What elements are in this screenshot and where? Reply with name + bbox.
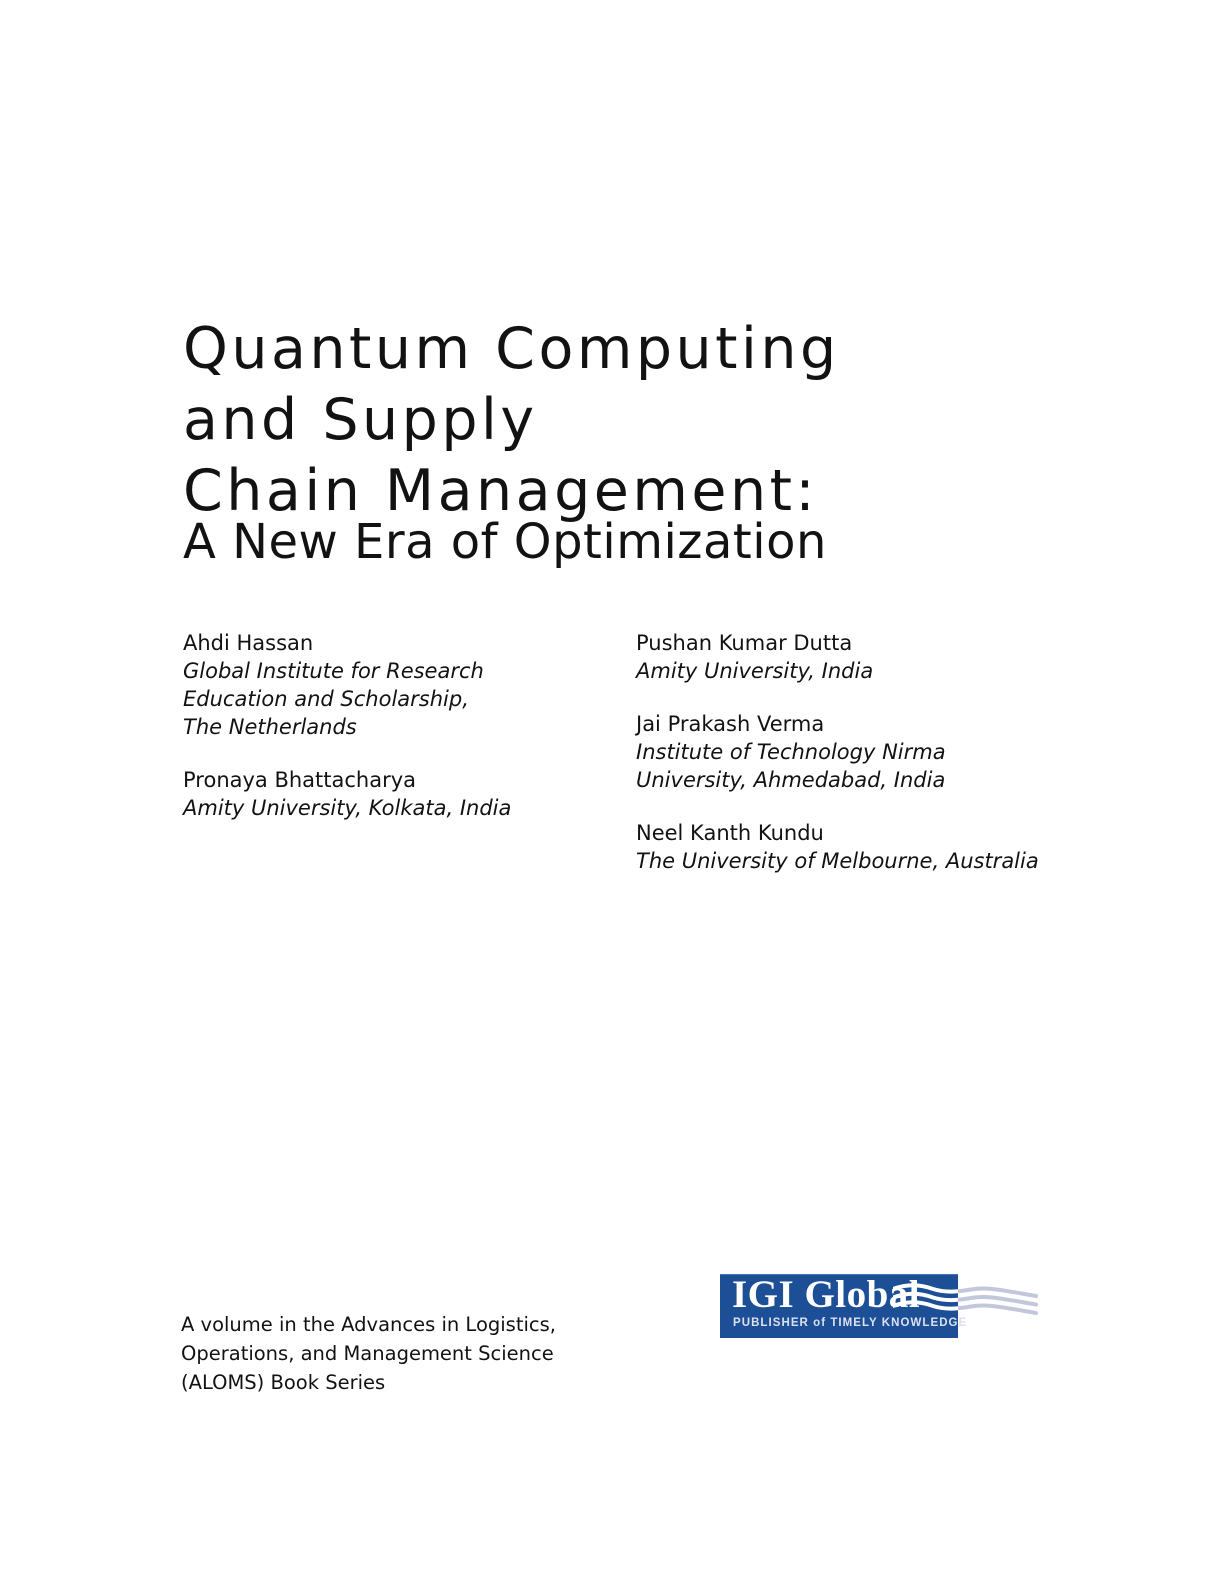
book-title [183, 314, 840, 527]
author-block [183, 766, 511, 822]
author-block [636, 629, 1039, 685]
author-name: Neel Kanth Kundu [636, 821, 824, 845]
authors-right-column [636, 629, 1039, 900]
series-note-line: Operations, and Management Science [181, 1342, 554, 1365]
author-affiliation-line: University, Ahmedabad, India [636, 768, 946, 792]
author-affiliation-line: The Netherlands [183, 715, 357, 739]
book-title-line: Chain Management: [183, 458, 819, 525]
author-affiliation-line: Amity University, India [636, 659, 874, 683]
authors-left-column [183, 629, 511, 847]
author-affiliation-line: The University of Melbourne, Australia [636, 849, 1039, 873]
author-affiliation-line: Global Institute for Research [183, 659, 484, 683]
waves-outside-box [893, 1285, 1036, 1313]
book-title-line: Quantum Computing [183, 316, 840, 383]
author-affiliation-line: Institute of Technology Nirma [636, 740, 946, 764]
author-affiliation-line: Amity University, Kolkata, India [183, 796, 512, 820]
series-note-line: A volume in the Advances in Logistics, [181, 1313, 556, 1336]
author-name: Pushan Kumar Dutta [636, 631, 853, 655]
author-name: Jai Prakash Verma [636, 712, 825, 736]
waves-icon [893, 1283, 1038, 1329]
author-block [636, 819, 1039, 875]
publisher-logo-tagline: PUBLISHER of TIMELY KNOWLEDGE [733, 1317, 968, 1329]
series-note [181, 1310, 556, 1397]
publisher-logo-wordmark: IGI Global [732, 1273, 921, 1316]
author-name: Pronaya Bhattacharya [183, 768, 417, 792]
author-block [183, 629, 511, 741]
book-title-line: and Supply [183, 387, 538, 454]
author-name: Ahdi Hassan [183, 631, 314, 655]
author-affiliation-line: Education and Scholarship, [183, 687, 469, 711]
book-subtitle: A New Era of Optimization [183, 514, 827, 570]
author-block [636, 710, 1039, 794]
series-note-line: (ALOMS) Book Series [181, 1371, 386, 1394]
